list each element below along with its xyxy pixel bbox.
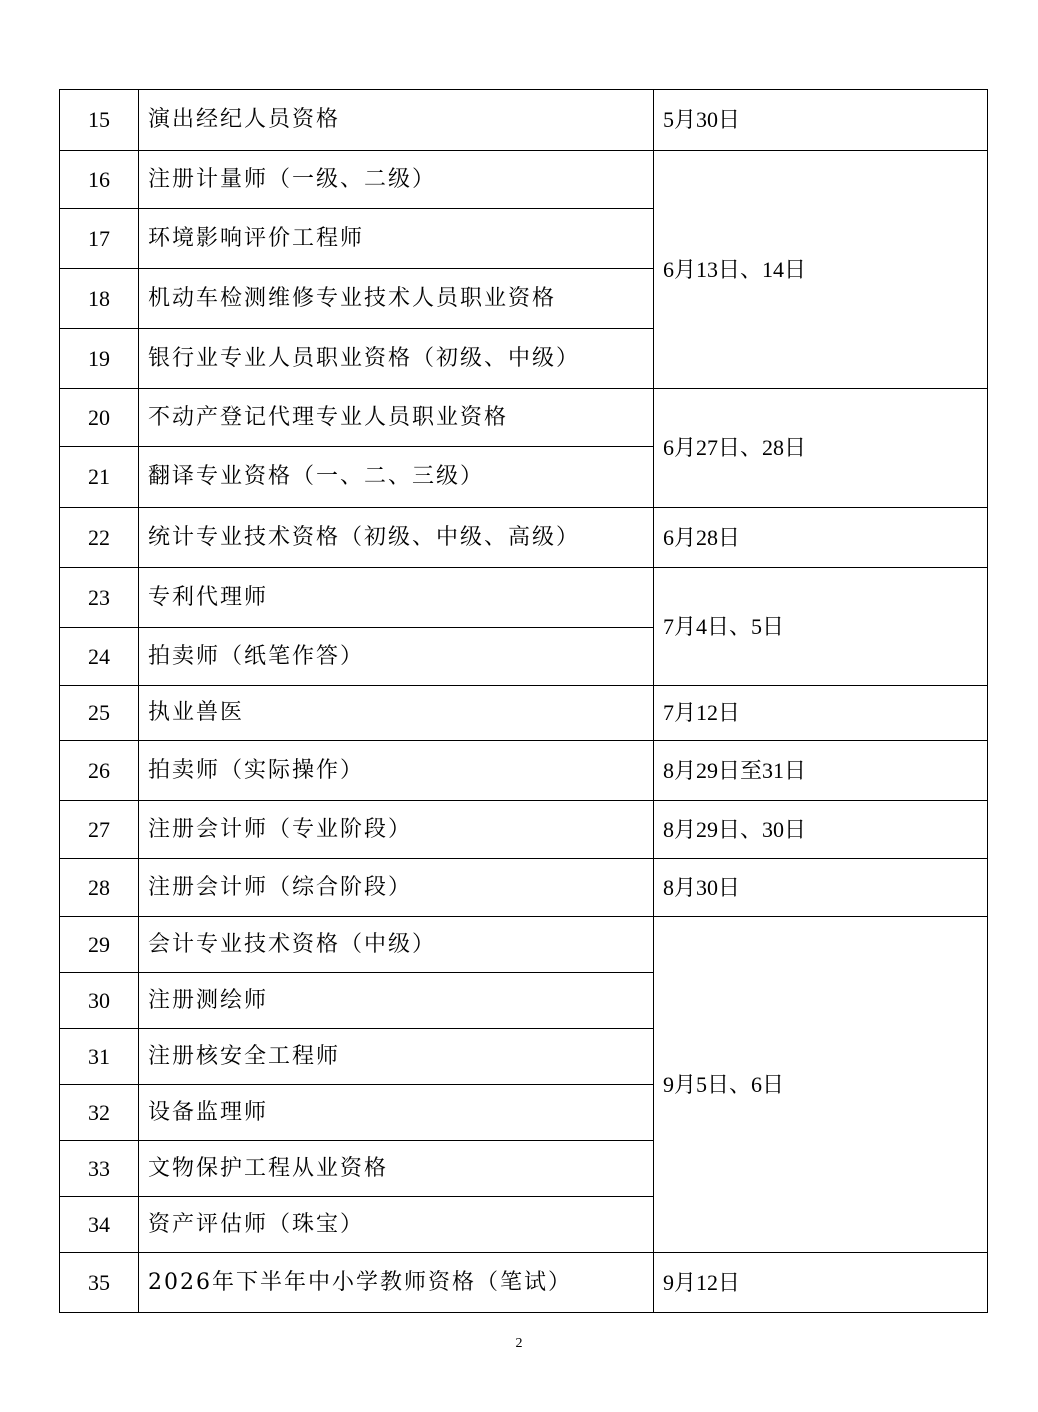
table-row bbox=[60, 568, 988, 628]
row-number: 23 bbox=[60, 568, 139, 628]
exam-date: 8月30日 bbox=[654, 859, 988, 917]
row-number: 24 bbox=[60, 628, 139, 686]
row-number: 21 bbox=[60, 447, 139, 508]
exam-name: 翻译专业资格（一、二、三级） bbox=[139, 447, 654, 508]
row-number: 19 bbox=[60, 329, 139, 389]
table-row bbox=[60, 741, 988, 801]
row-number: 30 bbox=[60, 973, 139, 1029]
row-number: 32 bbox=[60, 1085, 139, 1141]
table-row bbox=[60, 389, 988, 447]
row-number: 22 bbox=[60, 508, 139, 568]
exam-date: 6月13日、14日 bbox=[654, 151, 988, 389]
row-number: 26 bbox=[60, 741, 139, 801]
page-number: 2 bbox=[515, 1336, 523, 1351]
exam-date: 9月12日 bbox=[654, 1253, 988, 1313]
exam-name: 演出经纪人员资格 bbox=[139, 90, 654, 151]
table-row bbox=[60, 801, 988, 859]
table-row bbox=[60, 90, 988, 151]
exam-name: 2026年下半年中小学教师资格（笔试） bbox=[139, 1253, 654, 1313]
exam-name: 机动车检测维修专业技术人员职业资格 bbox=[139, 269, 654, 329]
exam-name: 注册测绘师 bbox=[139, 973, 654, 1029]
exam-name: 银行业专业人员职业资格（初级、中级） bbox=[139, 329, 654, 389]
exam-date: 7月12日 bbox=[654, 686, 988, 741]
row-number: 15 bbox=[60, 90, 139, 151]
exam-name: 拍卖师（实际操作） bbox=[139, 741, 654, 801]
exam-name: 专利代理师 bbox=[139, 568, 654, 628]
table-row bbox=[60, 151, 988, 209]
exam-name: 注册会计师（综合阶段） bbox=[139, 859, 654, 917]
row-number: 35 bbox=[60, 1253, 139, 1313]
exam-date: 6月28日 bbox=[654, 508, 988, 568]
row-number: 18 bbox=[60, 269, 139, 329]
exam-name: 设备监理师 bbox=[139, 1085, 654, 1141]
row-number: 34 bbox=[60, 1197, 139, 1253]
row-number: 17 bbox=[60, 209, 139, 269]
exam-date: 9月5日、6日 bbox=[654, 917, 988, 1253]
table-row bbox=[60, 1253, 988, 1313]
table-row bbox=[60, 686, 988, 741]
exam-name: 执业兽医 bbox=[139, 686, 654, 741]
exam-name: 注册会计师（专业阶段） bbox=[139, 801, 654, 859]
exam-name: 会计专业技术资格（中级） bbox=[139, 917, 654, 973]
exam-name: 注册核安全工程师 bbox=[139, 1029, 654, 1085]
exam-date: 6月27日、28日 bbox=[654, 389, 988, 508]
exam-name: 不动产登记代理专业人员职业资格 bbox=[139, 389, 654, 447]
row-number: 33 bbox=[60, 1141, 139, 1197]
exam-name: 注册计量师（一级、二级） bbox=[139, 151, 654, 209]
table-row bbox=[60, 508, 988, 568]
row-number: 29 bbox=[60, 917, 139, 973]
row-number: 28 bbox=[60, 859, 139, 917]
row-number: 16 bbox=[60, 151, 139, 209]
exam-name: 环境影响评价工程师 bbox=[139, 209, 654, 269]
row-number: 31 bbox=[60, 1029, 139, 1085]
exam-name: 统计专业技术资格（初级、中级、高级） bbox=[139, 508, 654, 568]
exam-schedule-table bbox=[59, 89, 988, 1313]
exam-date: 8月29日、30日 bbox=[654, 801, 988, 859]
row-number: 20 bbox=[60, 389, 139, 447]
exam-date: 8月29日至31日 bbox=[654, 741, 988, 801]
exam-date: 5月30日 bbox=[654, 90, 988, 151]
table-row bbox=[60, 859, 988, 917]
exam-name: 资产评估师（珠宝） bbox=[139, 1197, 654, 1253]
exam-date: 7月4日、5日 bbox=[654, 568, 988, 686]
exam-name: 文物保护工程从业资格 bbox=[139, 1141, 654, 1197]
table-row bbox=[60, 917, 988, 973]
exam-name: 拍卖师（纸笔作答） bbox=[139, 628, 654, 686]
row-number: 27 bbox=[60, 801, 139, 859]
row-number: 25 bbox=[60, 686, 139, 741]
